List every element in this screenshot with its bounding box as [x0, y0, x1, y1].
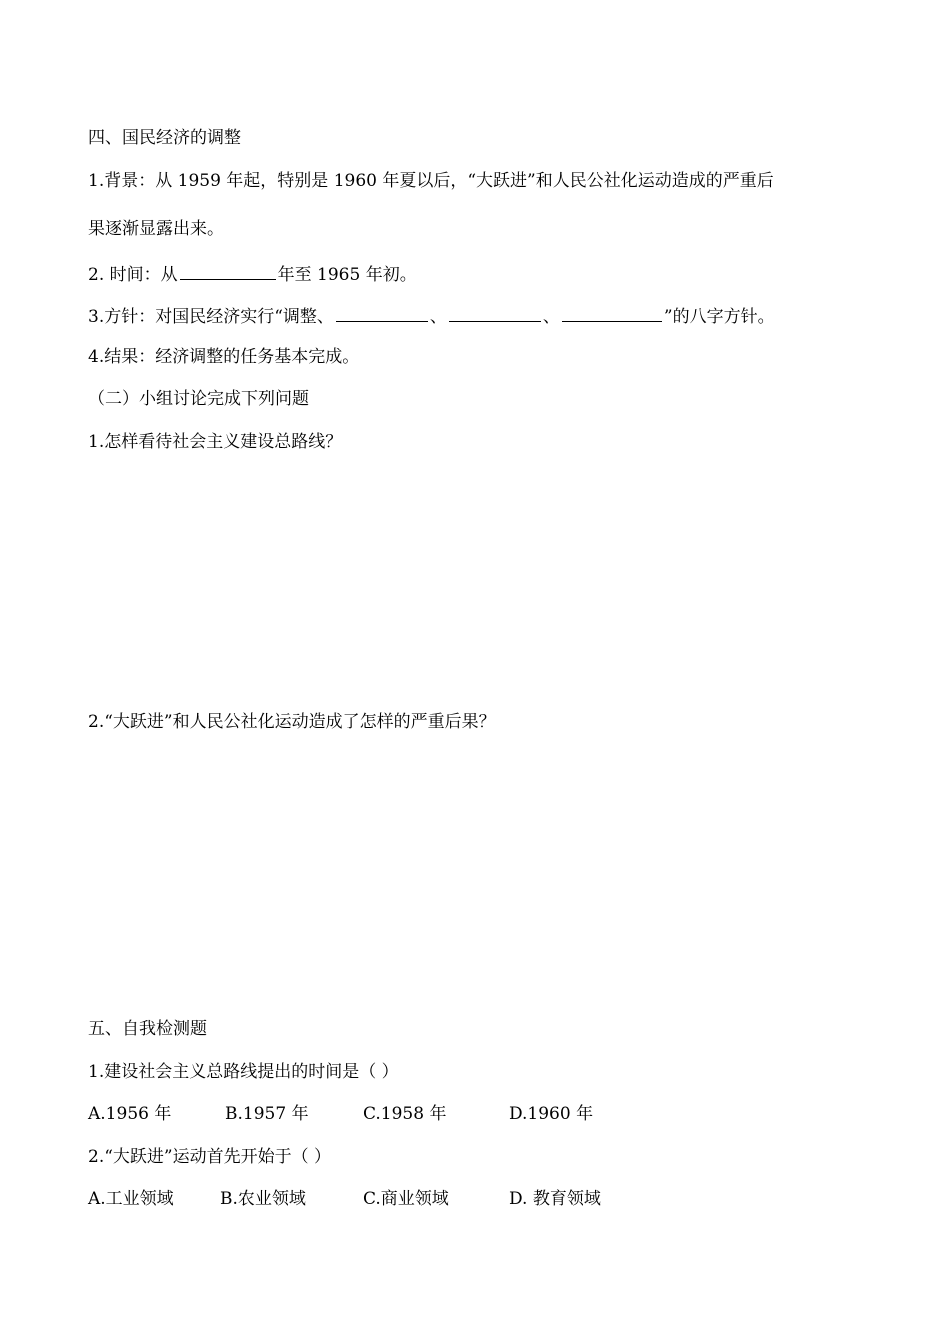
- quiz-2-option-a[interactable]: A.工业领域: [88, 1189, 174, 1209]
- time-line: [88, 261, 417, 286]
- section4-title: 四、国民经济的调整: [88, 128, 241, 148]
- discussion-question-1: 1.怎样看待社会主义建设总路线？: [88, 432, 343, 452]
- quiz-1-option-d[interactable]: D.1960 年: [509, 1104, 594, 1124]
- quiz-1-option-c[interactable]: C.1958 年: [363, 1104, 447, 1124]
- quiz-question-1: 1.建设社会主义总路线提出的时间是（ ）: [88, 1062, 399, 1082]
- time-prefix: 2. 时间：从: [88, 265, 178, 285]
- policy-suffix: ”的八字方针。: [663, 307, 775, 327]
- background-line-2: 果逐渐显露出来。: [88, 219, 224, 239]
- quiz-1-option-a[interactable]: A.1956 年: [88, 1104, 172, 1124]
- background-line-1: 1.背景：从 1959 年起，特别是 1960 年夏以后，“大跃进”和人民公社化运动造成的严重后: [88, 171, 774, 191]
- policy-prefix: 3.方针：对国民经济实行“调整、: [88, 307, 334, 327]
- discussion-title: （二）小组讨论完成下列问题: [88, 389, 309, 409]
- policy-blank-1[interactable]: [336, 303, 428, 322]
- policy-blank-2[interactable]: [449, 303, 541, 322]
- time-suffix: 年至 1965 年初。: [277, 265, 417, 285]
- policy-separator-1: 、: [429, 307, 447, 327]
- result-line: 4.结果：经济调整的任务基本完成。: [88, 347, 360, 367]
- quiz-1-option-b[interactable]: B.1957 年: [225, 1104, 309, 1124]
- policy-separator-2: 、: [542, 307, 560, 327]
- policy-line: [88, 303, 775, 328]
- section5-title: 五、自我检测题: [88, 1019, 207, 1039]
- quiz-2-option-d[interactable]: D. 教育领域: [509, 1189, 601, 1209]
- quiz-question-2: 2.“大跃进”运动首先开始于（ ）: [88, 1147, 332, 1167]
- discussion-question-2: 2.“大跃进”和人民公社化运动造成了怎样的严重后果？: [88, 712, 496, 732]
- time-blank[interactable]: [180, 261, 276, 280]
- quiz-2-option-b[interactable]: B.农业领域: [220, 1189, 306, 1209]
- policy-blank-3[interactable]: [562, 303, 662, 322]
- quiz-2-option-c[interactable]: C.商业领域: [363, 1189, 449, 1209]
